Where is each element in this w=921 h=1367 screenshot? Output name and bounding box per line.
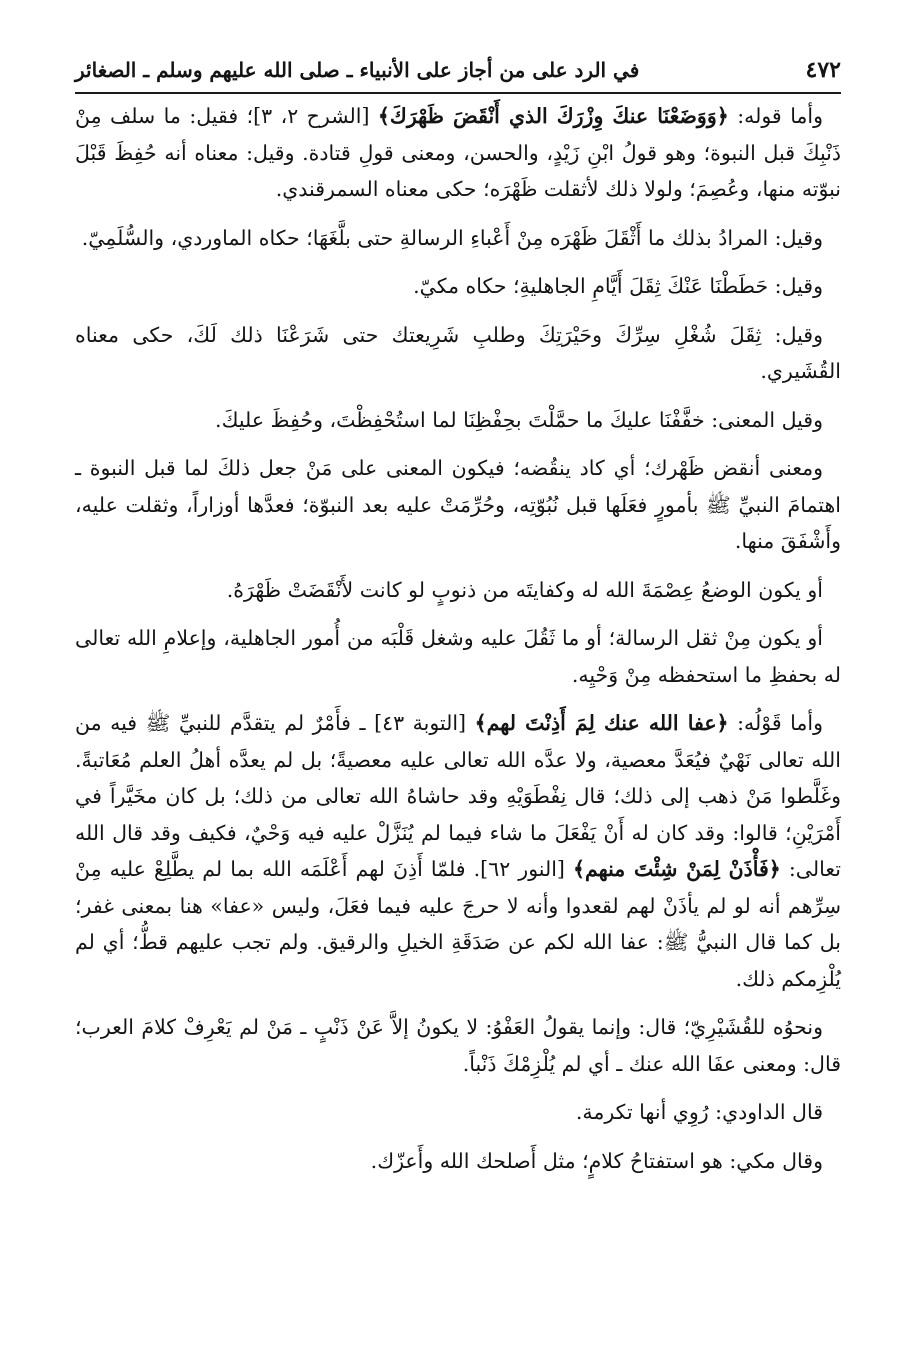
- paragraph-mawardi: وقيل: المرادُ بذلك ما أَثْقَلَ ظَهْرَه مِنْ أَعْباءِ الرسالةِ حتى بلَّغَهَا؛ حكاه الماوردي، والسُّلَمِيّ.: [81, 225, 823, 250]
- paragraph-qushayri: وقيل: ثِقَلَ شُغْلِ سِرِّكَ وحَيْرَتِكَ وطلبِ شَرِيعتك حتى شَرَعْنَا ذلك لَكَ، حكى معناه القُشَيري.: [75, 322, 841, 383]
- quran-quote: ﴿فَأْذَنْ لِمَنْ شِئْتَ منهم﴾: [573, 857, 781, 881]
- paragraph-isma: أو يكون الوضعُ عِصْمَةَ الله له وكفايتَه من ذنوبٍ لو كانت لأَنْقَضَتْ ظَهْرَهُ.: [226, 577, 823, 602]
- paragraph-risala: أو يكون مِنْ ثقل الرسالة؛ أو ما ثَقُلَ عليه وشغل قَلْبَه من أُمور الجاهلية، وإعلامِ الله تعالى له بحفظِ ما استحفظه مِنْ وَحْيِه.: [75, 626, 841, 687]
- paragraph-wizr: وأما قوله: ﴿وَوَضَعْنَا عنكَ وِزْرَكَ الذي أَنْقَضَ ظَهْرَكَ﴾ [الشرح ٢، ٣]؛ فقيل: ما سلف مِنْ ذَنْبِكَ قبل النبوة؛ وهو قولُ ابْنِ زَيْدٍ، والحسن، ومعنى قولِ قتادة. وقيل: معناه أنه حُفِظَ قَبْلَ نبوّته منها، وعُصِمَ؛ ولولا ذلك لأثقلت ظَهْرَه؛ حكى معناه السمرقندي.: [75, 104, 841, 201]
- quran-quote: ﴿وَوَضَعْنَا عنكَ وِزْرَكَ الذي أَنْقَضَ ظَهْرَكَ﴾: [377, 104, 729, 128]
- page-header: [75, 48, 841, 94]
- paragraph-khaffafna: وقيل المعنى: خفَّفْنَا عليكَ ما حمَّلْتَ بحِفْظِنَا لما استُحْفِظْتَ، وحُفِظَ عليكَ.: [215, 407, 823, 432]
- quran-quote: ﴿عفا الله عنك لِمَ أَذِنْتَ لهم﴾: [474, 711, 729, 735]
- paragraph-makki-istiftah: وقال مكي: هو استفتاحُ كلامٍ؛ مثل أَصلحك الله وأَعزّك.: [370, 1148, 823, 1173]
- paragraph-qushayri-afw: ونحوُه للقُشَيْرِيّ؛ قال: وإنما يقولُ العَفْوُ: لا يكونُ إلاَّ عَنْ ذَنْبٍ ـ مَنْ لم يَعْرِفْ كلامَ العرب؛ قال: ومعنى عفَا الله عنك ـ أي لم يُلْزِمْكَ ذَنْباً.: [75, 1015, 841, 1076]
- running-title: في الرد على من أجاز على الأنبياء ـ صلى الله عليهم وسلم ـ الصغائر: [75, 58, 640, 82]
- paragraph-afa-allah: وأما قَوْلُه: ﴿عفا الله عنك لِمَ أَذِنْتَ لهم﴾ [التوبة ٤٣] ـ فأَمْرٌ لم يتقدَّم للنبيِّ ﷺ فيه من الله تعالى نَهْيٌ فيُعَدَّ معصية، ولا عدَّه الله تعالى عليه معصيةً؛ بل لم يعدَّه أهلُ العلم مُعَاتبةً. وغَلَّطوا مَنْ ذهب إلى ذلك؛ قال نِفْطَوَيْهِ وقد حاشاهُ الله تعالى من ذلك؛ بل كان مخَيَّراً في أَمْرَيْنِ؛ قالوا: وقد كان له أَنْ يَفْعَلَ ما شاء فيما لم يُنَزَّلْ عليه فيه وَحْيٌ، فكيف وقد قال الله تعالى: ﴿فَأْذَنْ لِمَنْ شِئْتَ منهم﴾ [النور ٦٢]. فلمّا أَذِنَ لهم أَعْلَمَه الله بما لم يطَّلِعْ عليه مِنْ سِرِّهم أنه لو لم يأذَنْ لهم لقعدوا وأنه لا حرجَ عليه فيما فعَلَ، وليس «عفا» هنا بمعنى غفر؛ بل كما قال النبيُّ ﷺ: عفا الله لكم عن صَدَقَةِ الخيلِ والرقيق. ولم تجب عليهم قطُّ؛ أي لم يُلْزِمكم ذلك.: [75, 711, 841, 991]
- paragraph-makki-jahiliyya: وقيل: حَطَطْنَا عَنْكَ ثِقَلَ أَيَّامِ الجاهليةِ؛ حكاه مكيّ.: [413, 274, 823, 298]
- paragraph-anqad: ومعنى أنقض ظَهْرك؛ أي كاد ينقُضه؛ فيكون المعنى على مَنْ جعل ذلكَ لما قبل النبوة ـ اهتمامَ النبيِّ ﷺ بأمورٍ فعَلَها قبل نُبُوّتِه، وحُرِّمَتْ عليه بعد النبوّة؛ فعدَّها أوزاراً، وثقلت عليه، وأَشْفَقَ منها.: [75, 456, 841, 553]
- paragraph-dawudi: قال الداودي: رُوِي أنها تكرمة.: [575, 1100, 823, 1124]
- page-number: ٤٧٢: [805, 57, 841, 83]
- body-text: [75, 98, 841, 1191]
